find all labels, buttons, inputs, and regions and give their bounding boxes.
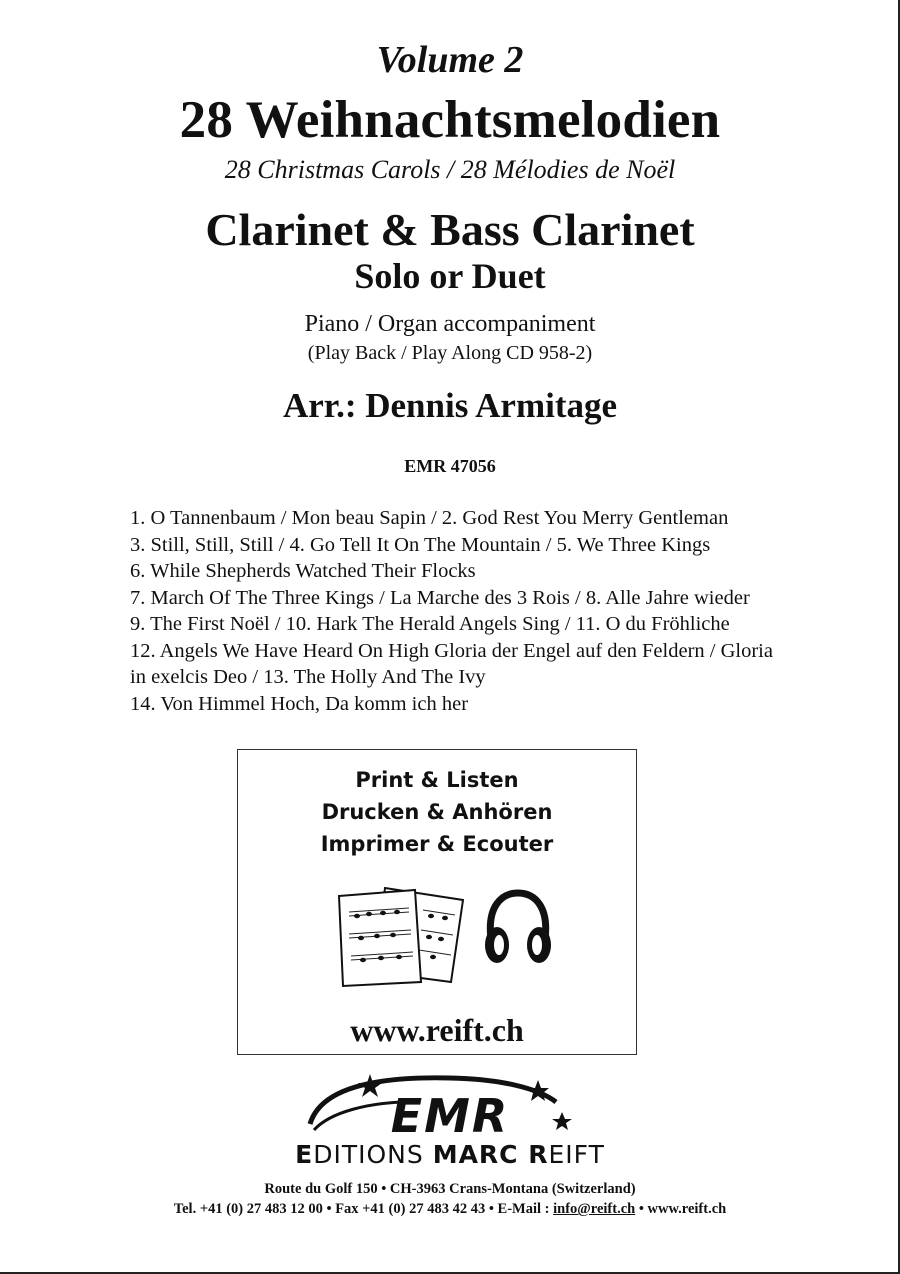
emr-logo: [300, 1072, 580, 1144]
email-link[interactable]: info@reift.ch: [553, 1201, 636, 1217]
page-title: 28 Weihnachtsmelodien: [179, 91, 721, 149]
cd-text: (Play Back / Play Along CD 958-2): [307, 342, 593, 364]
mode-heading: Solo or Duet: [354, 256, 546, 296]
contact-website: • www.reift.ch: [635, 1201, 727, 1217]
arranger: Arr.: Dennis Armitage: [282, 386, 618, 425]
publisher-word: EIFT: [548, 1140, 605, 1169]
promo-line-french: Imprimer & Ecouter: [320, 832, 554, 856]
headphones-icon: [481, 887, 555, 971]
track-list-line: in exelcis Deo / 13. The Holly And The Ivy: [130, 666, 486, 688]
track-list-line: 7. March Of The Three Kings / La Marche des 3 Rois / 8. Alle Jahre wieder: [130, 586, 750, 609]
volume-label: Volume 2: [376, 39, 524, 81]
promo-line-english: Print & Listen: [355, 768, 519, 792]
publisher-name: [0, 1140, 900, 1169]
track-list-line: 14. Von Himmel Hoch, Da komm ich her: [130, 692, 469, 715]
accompaniment-text: Piano / Organ accompaniment: [304, 311, 596, 337]
publisher-initial: E: [295, 1140, 314, 1169]
track-list: [130, 505, 860, 717]
promo-website-link[interactable]: www.reift.ch: [350, 1012, 524, 1048]
catalog-code: EMR 47056: [404, 456, 496, 476]
print-listen-box: [237, 749, 637, 1055]
sheet-music-icon: [333, 882, 468, 990]
promo-line-german: Drucken & Anhören: [321, 800, 553, 824]
contact-phone-fax: Tel. +41 (0) 27 483 12 00 • Fax +41 (0) 27 483 42 43 • E-Mail :: [173, 1201, 554, 1217]
track-list-line: 6. While Shepherds Watched Their Flocks: [130, 560, 476, 582]
track-list-line: 9. The First Noël / 10. Hark The Herald Angels Sing / 11. O du Fröhliche: [130, 613, 730, 635]
publisher-contact: [0, 1201, 900, 1218]
track-list-line: 3. Still, Still, Still / 4. Go Tell It On The Mountain / 5. We Three Kings: [130, 533, 711, 556]
track-list-line: 12. Angels We Have Heard On High Gloria der Engel auf den Feldern / Gloria: [130, 639, 773, 662]
publisher-word: MARC R: [432, 1140, 549, 1169]
logo-text: EMR: [390, 1089, 510, 1143]
track-list-line: 1. O Tannenbaum / Mon beau Sapin / 2. God Rest You Merry Gentleman: [130, 507, 729, 529]
publisher-address: Route du Golf 150 • CH-3963 Crans-Montana (Switzerland): [264, 1181, 636, 1197]
subtitle: 28 Christmas Carols / 28 Mélodies de Noël: [224, 155, 676, 184]
instrument-heading: Clarinet & Bass Clarinet: [205, 204, 695, 255]
publisher-word: DITIONS: [313, 1140, 433, 1169]
